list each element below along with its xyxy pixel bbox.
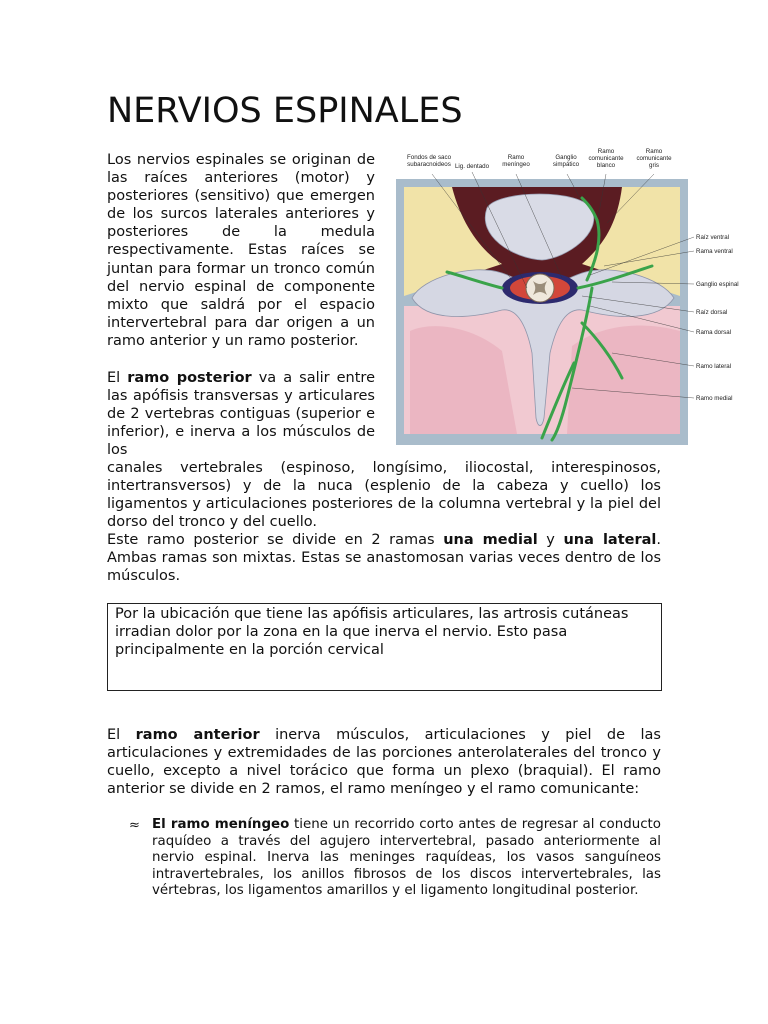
posterior-text-a: va a salir entre las apófisis transversas y articulares de 2 vertebras contiguas (superior e inferior), e inerva a los músculos de los [107,370,375,459]
posterior-branch-continuation: canales vertebrales (espinoso, longísimo, iliocostal, interespinosos, intertransversos) y de la nuca (esplenio de la cabeza y cuello) los ligamentos y articulaciones posteriores de la columna vertebral y la piel del dorso del tronco y del cuello. [107,460,661,531]
figure-top-label: subaracnoideos [407,161,451,168]
division-lateral: una lateral [563,532,657,548]
figure-top-label: simpático [552,161,580,168]
list-term: El ramo meníngeo [152,817,290,832]
posterior-term: ramo posterior [127,370,252,386]
figure-top-label: comunicante [588,155,624,162]
figure-side-label: Ramo medial [696,395,733,402]
figure-top-label: comunicante [636,155,672,162]
list-text: tiene un recorrido corto antes de regresar al conducto raquídeo a través del agujero intervertebral, pasado anteriormente al nervio espinal. Inerva las meninges raquídeas, los vasos sanguíneos intravertebrales, los anillos fibrosos de los discos intervertebrales, las vértebras, los ligamentos amarillos y el ligamento longitudinal posterior. [152,817,661,899]
figure-top-label: Ramo [645,148,663,155]
figure-side-label: Rama dorsal [696,329,732,336]
intro-paragraph: Los nervios espinales se originan de las raíces anteriores (motor) y posteriores (sensitivo) que emergen de los surcos laterales anteriores y posteriores de la medula respectivamente. Estas raíces se juntan para formar un tronco común del nervio espinal de componente mixto que saldrá por el espacio intervertebral para dar origen a un ramo anterior y un ramo posterior. [107,152,375,349]
page-title: NERVIOS ESPINALES [107,91,463,131]
top-labels [407,148,672,170]
figure-top-label: Ganglio [555,154,577,161]
division-tail: . Ambas ramas son mixtas. Estas se anastomosan varias veces dentro de los músculos. [107,532,661,585]
figure-side-label: Raíz dorsal [696,309,728,316]
figure-top-label: Fondos de saco [406,154,452,161]
division-medial: una medial [443,532,538,548]
figure-top-label: Lig. dentado [454,163,490,170]
figure-top-label: gris [649,162,659,169]
posterior-lead: El [107,370,128,386]
anterior-branch-paragraph [107,726,661,798]
anterior-text: inerva músculos, articulaciones y piel de las articulaciones y extremidades de las porciones anterolaterales del tronco y cuello, excepto a nivel torácico que forma un plexo (braquial). El ramo anterior se divide en 2 ramos, el ramo meníngeo y el ramo comunicante: [107,727,661,798]
figure-side-label: Rama ventral [696,248,733,255]
anterior-term: ramo anterior [135,727,260,743]
figure-side-label: Ramo lateral [696,363,732,370]
note-text: Por la ubicación que tiene las apófisis articulares, las artrosis cutáneas irradian dolor por la zona en la que inerva el nervio. Esto pasa principalmente en la porción cervical [115,606,629,659]
list-bullet-icon: ≈ [129,818,140,833]
side-labels [696,234,739,402]
list-item [152,817,661,900]
figure-top-label: blanco [596,162,616,169]
figure-side-label: Ganglio espinal [696,281,739,288]
division-lead: Este ramo posterior se divide en 2 ramas [107,532,444,548]
figure-top-label: Ramo [507,154,525,161]
muscle-right [567,326,680,434]
anterior-lead: El [107,727,136,743]
division-join: y [537,532,564,548]
figure-side-label: Raíz ventral [696,234,730,241]
figure-top-label: meníngeo [502,161,530,168]
spinal-nerve-figure [392,146,748,450]
division-paragraph [107,531,661,585]
figure-top-label: Ramo [597,148,615,155]
posterior-branch-paragraph [107,369,375,459]
note-box [107,603,662,691]
